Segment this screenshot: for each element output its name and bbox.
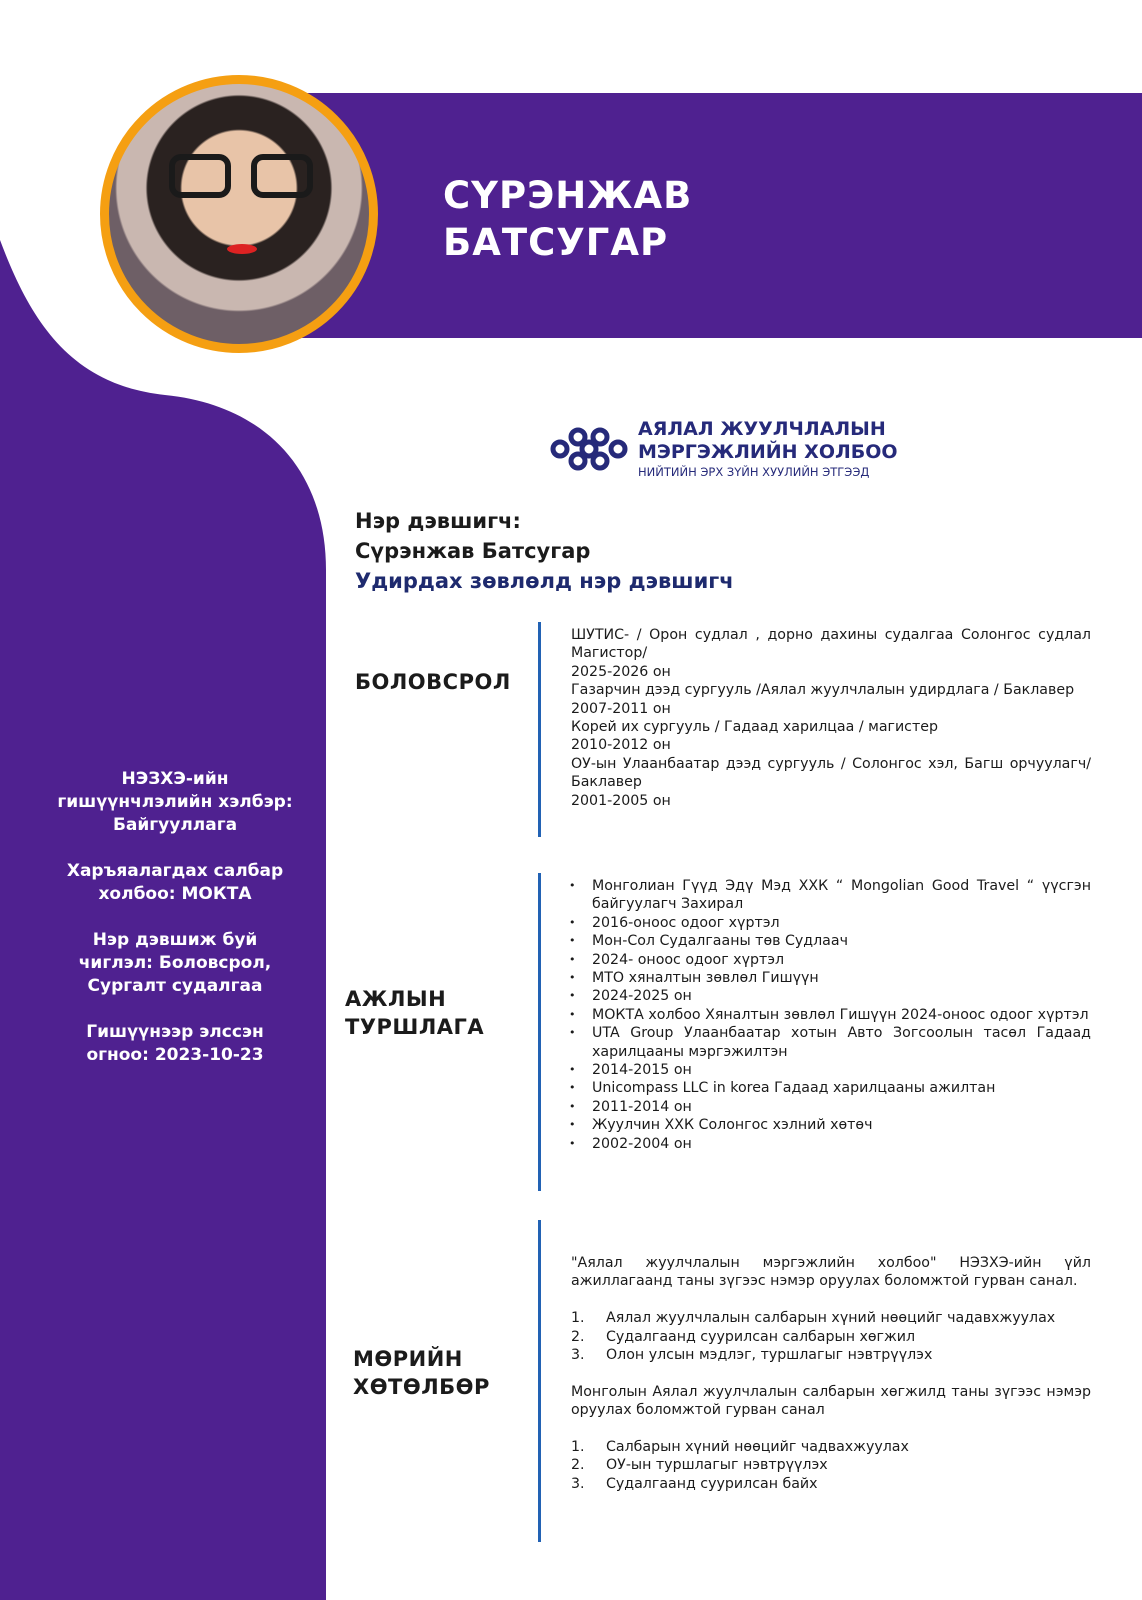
list-item: • UTA Group Улаанбаатар хотын Авто Зогсоолын тасөл Гадаад харилцааны мэргэжилтэн [571, 1024, 1091, 1061]
item-text: ОУ-ын туршлагыг нэвтрүүлэх [606, 1457, 828, 1474]
item-text: Олон улсын мэдлэг, туршлагыг нэвтрүүлэх [606, 1347, 933, 1364]
list-item: • 2014-2015 он [571, 1061, 1091, 1079]
item-number: 2. [571, 1328, 585, 1345]
list-item [571, 1328, 1091, 1346]
experience-list [571, 877, 1091, 1153]
list-item: • Мон-Сол Судалгааны төв Судлаач [571, 932, 1091, 950]
experience-title-line: ТУРШЛАГА [345, 1015, 485, 1039]
item-text: Судалгаанд суурилсан салбарын хөгжил [606, 1328, 916, 1345]
membership-type: НЭЗХЭ-ийн гишүүнчлэлийн хэлбэр: Байгууллага [57, 769, 293, 835]
membership-date: Гишүүнээр элссэн огноо: 2023-10-23 [86, 1022, 264, 1065]
candidate-name-heading [443, 172, 692, 266]
item-text: Судалгаанд суурилсан байх [606, 1475, 818, 1492]
lips-shape [227, 244, 257, 254]
list-item: • МОКТА холбоо Хяналтын зөвлөл Гишүүн 2024-оноос одоог хүртэл [571, 1006, 1091, 1024]
nominee-name: Сүрэнжав Батсугар [355, 539, 591, 563]
item-number: 3. [571, 1347, 585, 1364]
item-number: 2. [571, 1457, 585, 1474]
platform-title-line: МӨРИЙН [353, 1347, 463, 1371]
education-line: 2025-2026 он [571, 663, 671, 680]
logo-line-3: НИЙТИЙН ЭРХ ЗҮЙН ХУУЛИЙН ЭТГЭЭД [638, 465, 870, 479]
item-text: Аялал жуулчлалын салбарын хүний нөөцийг чадавхжуулах [606, 1310, 1056, 1327]
experience-title [345, 985, 484, 1041]
list-item: • Жуулчин ХХК Солонгос хэлний хөтөч [571, 1116, 1091, 1134]
education-line: Корей их сургууль / Гадаад харилцаа / магистер [571, 719, 938, 736]
platform-intro-1: "Аялал жуулчлалын мэргэжлийн холбоо" НЭЗХЭ-ийн үйл ажиллагаанд таны зүгээс нэмэр оруулах боломжтой гурван санал. [571, 1255, 1091, 1290]
education-line: 2007-2011 он [571, 700, 671, 717]
item-number: 1. [571, 1439, 585, 1456]
list-item: • 2016-оноос одоог хүртэл [571, 914, 1091, 932]
list-item: • 2002-2004 он [571, 1135, 1091, 1153]
experience-divider [538, 873, 541, 1191]
education-line: 2001-2005 он [571, 792, 671, 809]
item-number: 1. [571, 1310, 585, 1327]
education-line: Газарчин дээд сургууль /Аялал жуулчлалын удирдлага / Баклавер [571, 682, 1075, 699]
education-line: ШУТИС- / Орон судлал , дорно дахины судалгаа Солонгос судлал Магистор/ [571, 627, 1091, 662]
item-text: Салбарын хүний нөөцийг чадвахжуулах [606, 1439, 909, 1456]
platform-divider [538, 1220, 541, 1542]
platform-list-1 [571, 1309, 1091, 1364]
list-item [571, 1475, 1091, 1493]
education-title: БОЛОВСРОЛ [355, 670, 511, 694]
name-line-2: БАТСУГАР [443, 221, 669, 264]
glasses-icon [251, 154, 313, 198]
education-line: 2010-2012 он [571, 737, 671, 754]
list-item: • МТО хяналтын зөвлөл Гишүүн [571, 969, 1091, 987]
sidebar-info [30, 768, 320, 1090]
list-item: • Unicompass LLC in korea Гадаад харилцааны ажилтан [571, 1079, 1091, 1097]
education-line: ОУ-ын Улаанбаатар дээд сургууль / Солонгос хэл, Багш орчуулагч/ Баклавер [571, 755, 1091, 791]
nominee-label: Нэр дэвшигч: [355, 509, 521, 533]
platform-content [571, 1254, 1091, 1493]
nominee-block [355, 506, 734, 596]
affiliated-association: Харъяалагдах салбар холбоо: МОКТА [66, 861, 284, 904]
name-line-1: СҮРЭНЖАВ [443, 174, 693, 217]
list-item [571, 1346, 1091, 1364]
platform-list-2 [571, 1438, 1091, 1493]
profile-photo [100, 75, 378, 353]
header-banner [300, 93, 1142, 338]
glasses-icon [169, 154, 231, 198]
list-item [571, 1309, 1091, 1327]
endless-knot-icon [550, 419, 628, 479]
nomination-field: Нэр дэвшиж буй чиглэл: Боловсрол, Сургалт судалгаа [78, 930, 272, 996]
logo-line-1: АЯЛАЛ ЖУУЛЧЛАЛЫН [638, 418, 886, 440]
experience-title-line: АЖЛЫН [345, 987, 447, 1011]
platform-intro-2: Монголын Аялал жуулчлалын салбарын хөгжилд таны зүгээс нэмэр оруулах боломжтой гурван санал [571, 1383, 1091, 1419]
list-item [571, 1456, 1091, 1474]
organization-logo [550, 418, 898, 480]
education-content [571, 626, 1091, 810]
list-item: • 2024-2025 он [571, 987, 1091, 1005]
logo-line-2: МЭРГЭЖЛИЙН ХОЛБОО [638, 441, 898, 463]
education-divider [538, 622, 541, 837]
list-item: • 2024- оноос одоог хүртэл [571, 951, 1091, 969]
platform-title [353, 1345, 490, 1401]
nominee-position: Удирдах зөвлөлд нэр дэвшигч [355, 569, 734, 593]
list-item: • Монголиан Гүүд Эдү Мэд ХХК “ Mongolian Good Travel “ үүсгэн байгуулагч Захирал [571, 877, 1091, 914]
list-item: • 2011-2014 он [571, 1098, 1091, 1116]
platform-title-line: ХӨТӨЛБӨР [353, 1375, 490, 1399]
list-item [571, 1438, 1091, 1456]
item-number: 3. [571, 1475, 585, 1492]
